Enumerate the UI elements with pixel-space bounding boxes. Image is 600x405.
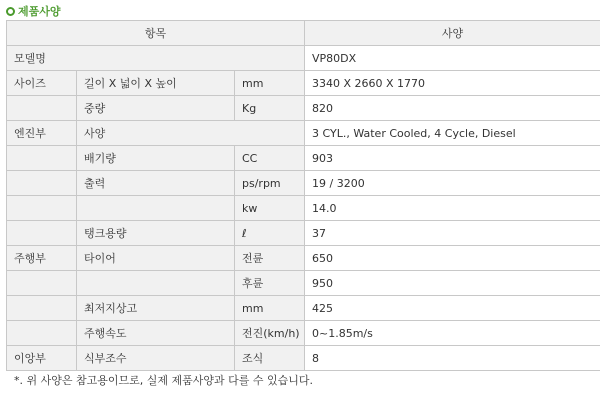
table-row (7, 96, 600, 121)
section-title-text: 제품사양 (18, 5, 61, 18)
row-item: 중량 (77, 96, 235, 121)
row-unit: 전진(km/h) (235, 321, 305, 346)
row-value: 14.0 (305, 196, 600, 221)
row-item: 배기량 (77, 146, 235, 171)
row-unit: 조식 (235, 346, 305, 371)
row-unit: mm (235, 296, 305, 321)
header-spec: 사양 (305, 21, 600, 46)
row-unit: Kg (235, 96, 305, 121)
row-group: 이앙부 (7, 346, 77, 371)
table-row (7, 196, 600, 221)
row-group (7, 296, 77, 321)
row-item: 타이어 (77, 246, 235, 271)
row-item: 사양 (77, 121, 305, 146)
table-row (7, 121, 600, 146)
section-title (6, 3, 61, 19)
row-unit: 전륜 (235, 246, 305, 271)
row-item: 주행속도 (77, 321, 235, 346)
row-value: 650 (305, 246, 600, 271)
header-item: 항목 (7, 21, 305, 46)
row-item: 출력 (77, 171, 235, 196)
row-item (77, 271, 235, 296)
row-group (7, 171, 77, 196)
row-value: 37 (305, 221, 600, 246)
row-unit: mm (235, 71, 305, 96)
row-group (7, 271, 77, 296)
row-group: 엔진부 (7, 121, 77, 146)
table-row (7, 146, 600, 171)
table-row (7, 221, 600, 246)
row-unit: CC (235, 146, 305, 171)
row-value: 19 / 3200 (305, 171, 600, 196)
row-value: 903 (305, 146, 600, 171)
row-value: 8 (305, 346, 600, 371)
row-unit: ℓ (235, 221, 305, 246)
row-unit: ps/rpm (235, 171, 305, 196)
table-row (7, 296, 600, 321)
row-unit: kw (235, 196, 305, 221)
table-row (7, 46, 600, 71)
row-item: 길이 X 넓이 X 높이 (77, 71, 235, 96)
row-value: 3340 X 2660 X 1770 (305, 71, 600, 96)
row-item: 최저지상고 (77, 296, 235, 321)
row-value: 0~1.85m/s (305, 321, 600, 346)
row-item: 탱크용량 (77, 221, 235, 246)
disclaimer-note: *. 위 사양은 참고용이므로, 실제 제품사양과 다를 수 있습니다. (14, 374, 313, 387)
row-value: 950 (305, 271, 600, 296)
table-row (7, 346, 600, 371)
row-value: 3 CYL., Water Cooled, 4 Cycle, Diesel (305, 121, 600, 146)
row-item (77, 196, 235, 221)
row-group: 사이즈 (7, 71, 77, 96)
table-row (7, 246, 600, 271)
table-row (7, 171, 600, 196)
row-item: 식부조수 (77, 346, 235, 371)
table-row (7, 271, 600, 296)
row-group (7, 96, 77, 121)
row-group: 주행부 (7, 246, 77, 271)
circle-bullet-icon (6, 7, 15, 16)
row-group (7, 321, 77, 346)
table-header-row (7, 21, 600, 46)
row-value: 820 (305, 96, 600, 121)
row-group (7, 196, 77, 221)
row-label: 모델명 (7, 46, 305, 71)
row-group (7, 146, 77, 171)
row-value: VP80DX (305, 46, 600, 71)
spec-table (6, 20, 600, 371)
row-value: 425 (305, 296, 600, 321)
row-group (7, 221, 77, 246)
table-row (7, 71, 600, 96)
table-row (7, 321, 600, 346)
row-unit: 후륜 (235, 271, 305, 296)
